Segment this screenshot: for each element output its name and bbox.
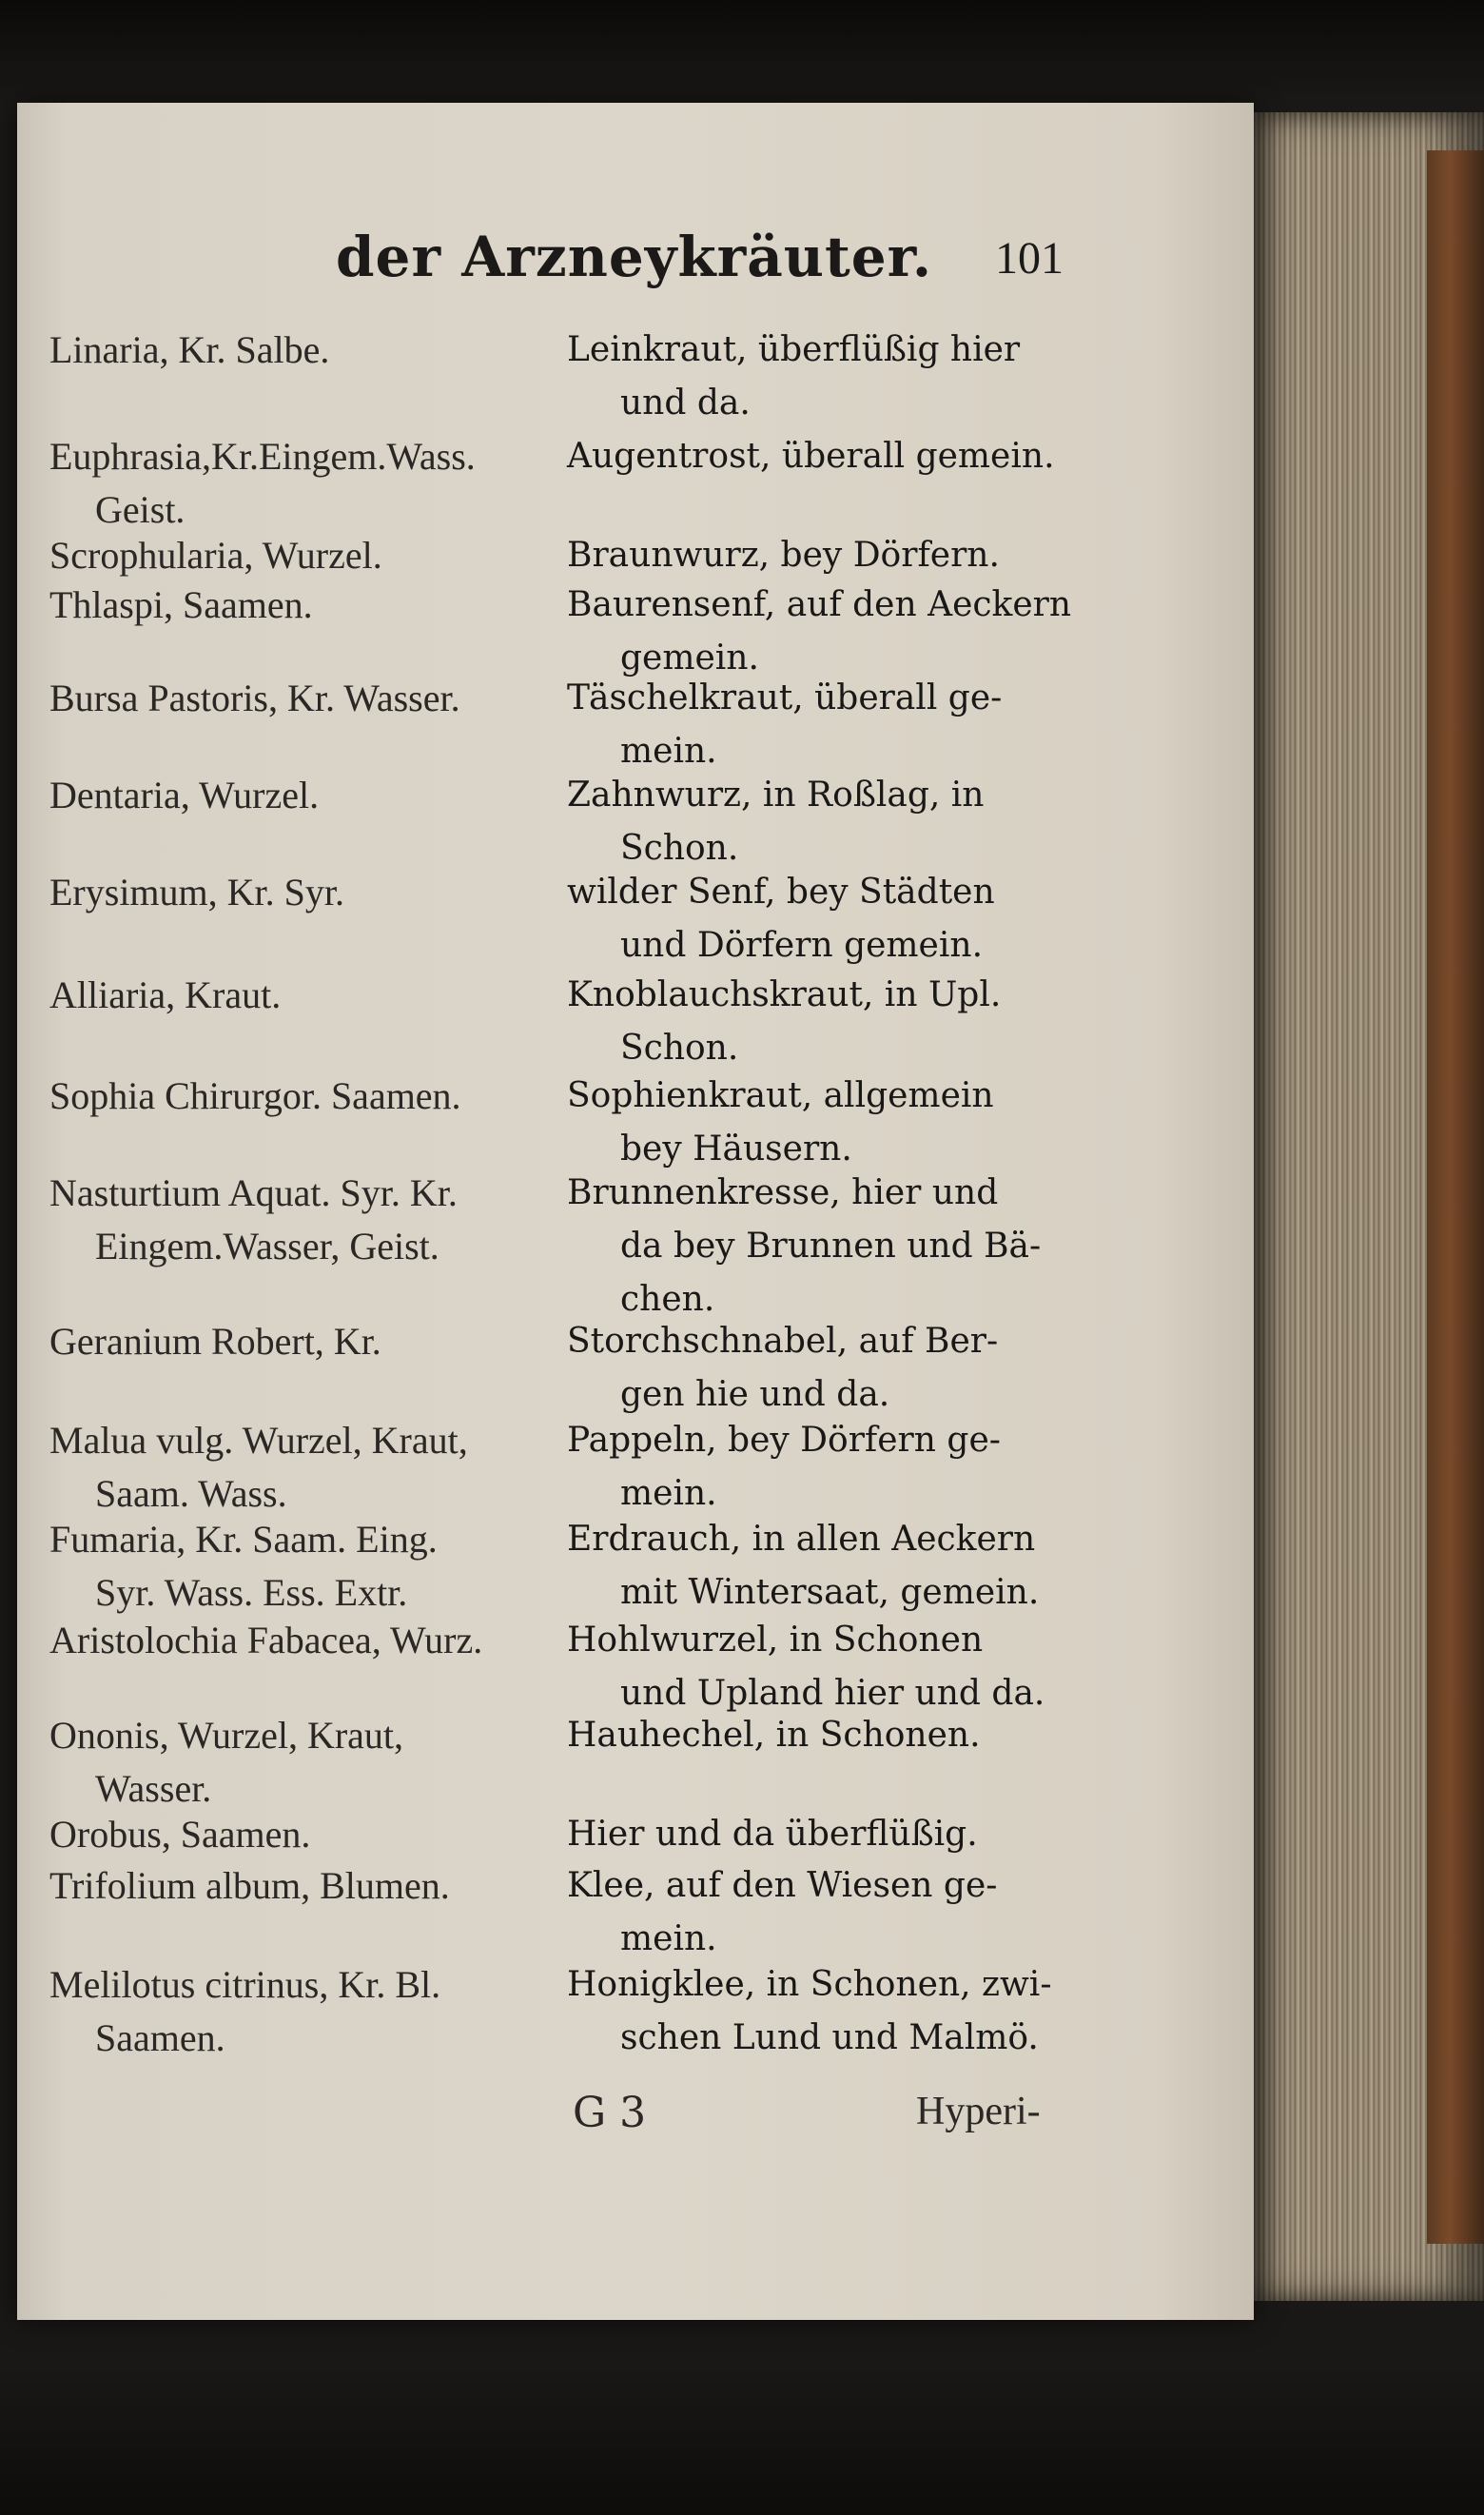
german-description: wilder Senf, bey Städten und Dörfern gemein. bbox=[567, 873, 995, 965]
latin-name: Orobus, Saamen. bbox=[49, 1813, 311, 1856]
german-description: Klee, auf den Wiesen ge- mein. bbox=[567, 1866, 998, 1958]
latin-name: Thlaspi, Saamen. bbox=[49, 583, 313, 626]
german-description: Baurensenf, auf den Aeckern gemein. bbox=[567, 585, 1072, 678]
german-description: Braunwurz, bey Dörfern. bbox=[567, 536, 1000, 575]
german-description: Hier und da überflüßig. bbox=[567, 1815, 978, 1854]
latin-name: Nasturtium Aquat. Syr. Kr. Eingem.Wasser, Geist. bbox=[49, 1171, 458, 1267]
running-title: der Arzneykräuter. bbox=[336, 225, 933, 289]
german-description: Augentrost, überall gemein. bbox=[567, 437, 1055, 476]
latin-name: Erysimum, Kr. Syr. bbox=[49, 871, 345, 914]
latin-name: Fumaria, Kr. Saam. Eing. Syr. Wass. Ess. Extr. bbox=[49, 1518, 438, 1614]
latin-name: Scrophularia, Wurzel. bbox=[49, 534, 382, 577]
latin-name: Alliaria, Kraut. bbox=[49, 973, 282, 1016]
latin-name: Geranium Robert, Kr. bbox=[49, 1320, 381, 1363]
german-description: Honigklee, in Schonen, zwi- schen Lund und Malmö. bbox=[567, 1965, 1052, 2057]
page-edges bbox=[1254, 112, 1484, 2301]
german-description: Storchschnabel, auf Ber- gen hie und da. bbox=[567, 1322, 999, 1414]
latin-name: Melilotus citrinus, Kr. Bl. Saamen. bbox=[49, 1963, 441, 2059]
signature-mark: G 3 bbox=[573, 2089, 647, 2137]
page-number: 101 bbox=[995, 233, 1064, 284]
german-description: Täschelkraut, überall ge- mein. bbox=[567, 678, 1003, 771]
latin-name: Bursa Pastoris, Kr. Wasser. bbox=[49, 677, 460, 719]
latin-name: Malua vulg. Wurzel, Kraut, Saam. Wass. bbox=[49, 1419, 468, 1515]
latin-name: Linaria, Kr. Salbe. bbox=[49, 328, 330, 371]
german-description: Leinkraut, überflüßig hier und da. bbox=[567, 330, 1021, 422]
german-description: Knoblauchskraut, in Upl. Schon. bbox=[567, 975, 1002, 1068]
latin-name: Sophia Chirurgor. Saamen. bbox=[49, 1074, 461, 1117]
latin-name: Trifolium album, Blumen. bbox=[49, 1864, 450, 1907]
latin-name: Aristolochia Fabacea, Wurz. bbox=[49, 1619, 483, 1661]
book-cover-edge bbox=[1427, 150, 1484, 2244]
german-description: Hohlwurzel, in Schonen und Upland hier und da. bbox=[567, 1621, 1045, 1713]
latin-name: Euphrasia,Kr.Eingem.Wass. Geist. bbox=[49, 435, 476, 531]
catchword: Hyperi- bbox=[916, 2090, 1041, 2133]
page-footer bbox=[17, 2089, 1083, 2155]
german-description: Pappeln, bey Dörfern ge- mein. bbox=[567, 1421, 1001, 1513]
german-description: Hauhechel, in Schonen. bbox=[567, 1716, 981, 1755]
latin-name: Dentaria, Wurzel. bbox=[49, 774, 320, 816]
german-description: Zahnwurz, in Roßlag, in Schon. bbox=[567, 776, 985, 868]
german-description: Sophienkraut, allgemein bey Häusern. bbox=[567, 1076, 994, 1169]
page-header bbox=[17, 225, 1064, 301]
latin-name: Ononis, Wurzel, Kraut, Wasser. bbox=[49, 1714, 404, 1810]
german-description: Brunnenkresse, hier und da bey Brunnen und Bä- chen. bbox=[567, 1173, 1042, 1319]
german-description: Erdrauch, in allen Aeckern mit Wintersaat, gemein. bbox=[567, 1520, 1040, 1612]
